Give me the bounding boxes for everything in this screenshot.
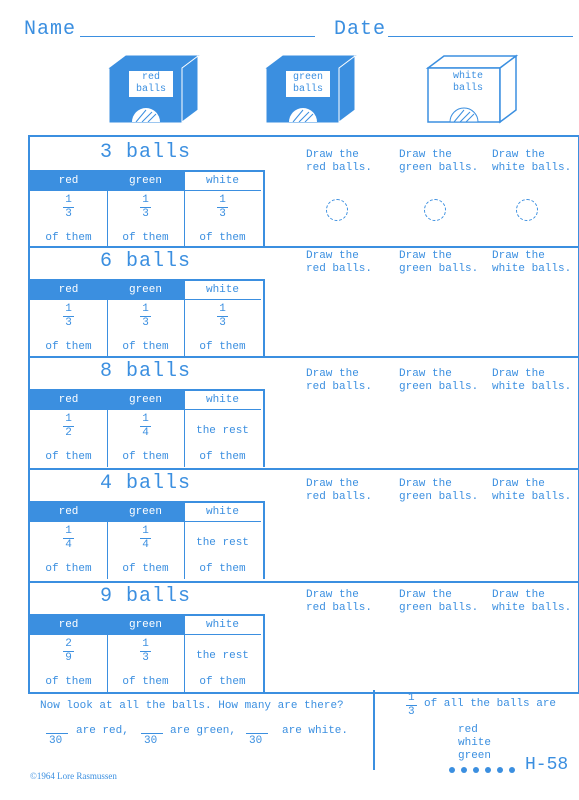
white-fraction: $\frac{1}{3}$ xyxy=(219,194,226,220)
green-fraction: $\frac{1}{4}$ xyxy=(142,413,149,439)
red-header: red xyxy=(30,172,107,191)
red-fraction: $\frac{2}{9}$ xyxy=(65,638,72,664)
red-header: red xyxy=(30,616,107,635)
red-fraction: $\frac{1}{2}$ xyxy=(65,413,72,439)
progress-dot xyxy=(461,767,467,773)
of-them-label: of them xyxy=(122,451,169,463)
progress-dot xyxy=(473,767,479,773)
draw-red-instruction: Draw the red balls. xyxy=(306,368,373,393)
green-column xyxy=(107,172,185,248)
choice-red[interactable]: red xyxy=(458,724,478,736)
of-them-label: of them xyxy=(122,232,169,244)
summary-prompt: Now look at all the balls. How many are there? xyxy=(40,700,344,712)
white-header: white xyxy=(184,281,261,300)
green-denominator: 30 xyxy=(144,735,158,747)
red-header: red xyxy=(30,391,107,410)
red-header: red xyxy=(30,281,107,300)
section-title: 8 balls xyxy=(100,360,192,383)
draw-red-instruction: Draw the red balls. xyxy=(306,250,373,275)
draw-white-instruction: Draw the white balls. xyxy=(492,478,572,503)
fraction-table xyxy=(30,279,265,357)
copyright: ©1964 Lore Rasmussen xyxy=(30,771,117,781)
of-them-label: of them xyxy=(199,232,246,244)
green-header: green xyxy=(107,391,184,410)
red-fraction: $\frac{1}{3}$ xyxy=(65,194,72,220)
section-title: 9 balls xyxy=(100,585,192,608)
white-denominator: 30 xyxy=(249,735,263,747)
of-them-label: of them xyxy=(199,676,246,688)
of-them-label: of them xyxy=(122,341,169,353)
progress-dot xyxy=(485,767,491,773)
fraction-table xyxy=(30,170,265,248)
draw-white-instruction: Draw the white balls. xyxy=(492,589,572,614)
section-9-balls xyxy=(30,581,578,692)
of-all-label: of all the balls are xyxy=(424,698,557,710)
draw-red-instruction: Draw the red balls. xyxy=(306,589,373,614)
red-box-label: red balls xyxy=(128,70,174,98)
green-column xyxy=(107,616,185,692)
of-them-label: of them xyxy=(199,563,246,575)
green-box-label: green balls xyxy=(285,70,331,98)
of-them-label: of them xyxy=(45,676,92,688)
white-column xyxy=(184,503,261,579)
choice-green[interactable]: green xyxy=(458,750,492,762)
of-them-label: of them xyxy=(45,563,92,575)
draw-green-instruction: Draw the green balls. xyxy=(399,589,479,614)
green-header: green xyxy=(107,281,184,300)
the-rest-label: the rest xyxy=(196,537,249,549)
draw-white-instruction: Draw the white balls. xyxy=(492,250,572,275)
section-8-balls xyxy=(30,356,578,470)
of-them-label: of them xyxy=(122,676,169,688)
red-ball-outline[interactable] xyxy=(326,199,348,221)
are-green-label: are green, xyxy=(170,725,237,737)
white-column xyxy=(184,391,261,467)
of-them-label: of them xyxy=(199,451,246,463)
white-column xyxy=(184,616,261,692)
white-header: white xyxy=(184,391,261,410)
white-ball-outline[interactable] xyxy=(516,199,538,221)
red-count-blank[interactable] xyxy=(46,733,68,734)
progress-dot xyxy=(497,767,503,773)
name-label: Name xyxy=(24,18,77,41)
of-them-label: of them xyxy=(199,341,246,353)
bottom-divider xyxy=(373,690,375,770)
red-header: red xyxy=(30,503,107,522)
name-field[interactable] xyxy=(80,36,315,37)
of-them-label: of them xyxy=(45,341,92,353)
green-column xyxy=(107,391,185,467)
fraction-table xyxy=(30,614,265,692)
green-count-blank[interactable] xyxy=(141,733,163,734)
red-denominator: 30 xyxy=(49,735,63,747)
of-them-label: of them xyxy=(45,232,92,244)
worksheet-frame xyxy=(28,135,579,694)
progress-dot xyxy=(449,767,455,773)
are-white-label: are white. xyxy=(282,725,349,737)
are-red-label: are red, xyxy=(76,725,129,737)
green-fraction: $\frac{1}{3}$ xyxy=(142,194,149,220)
green-header: green xyxy=(107,616,184,635)
date-field[interactable] xyxy=(388,36,573,37)
draw-red-instruction: Draw the red balls. xyxy=(306,478,373,503)
draw-green-instruction: Draw the green balls. xyxy=(399,368,479,393)
red-fraction: $\frac{1}{4}$ xyxy=(65,525,72,551)
section-3-balls xyxy=(30,137,578,248)
white-header: white xyxy=(184,616,261,635)
red-column xyxy=(30,503,108,579)
section-title: 4 balls xyxy=(100,472,192,495)
section-6-balls xyxy=(30,246,578,358)
page-code: H-58 xyxy=(525,755,569,775)
white-box-label: white balls xyxy=(446,70,490,96)
fraction-table xyxy=(30,389,265,467)
of-them-label: of them xyxy=(45,451,92,463)
date-label: Date xyxy=(334,18,387,41)
green-column xyxy=(107,281,185,357)
white-column xyxy=(184,172,261,248)
red-fraction: $\frac{1}{3}$ xyxy=(65,303,72,329)
green-column xyxy=(107,503,185,579)
white-fraction: $\frac{1}{3}$ xyxy=(219,303,226,329)
green-header: green xyxy=(107,172,184,191)
section-4-balls xyxy=(30,468,578,583)
green-fraction: $\frac{1}{3}$ xyxy=(142,638,149,664)
summary-fraction: 1 3 xyxy=(408,692,415,718)
draw-white-instruction: Draw the white balls. xyxy=(492,368,572,393)
draw-red-instruction: Draw the red balls. xyxy=(306,149,373,174)
of-them-label: of them xyxy=(122,563,169,575)
red-column xyxy=(30,616,108,692)
red-column xyxy=(30,281,108,357)
the-rest-label: the rest xyxy=(196,650,249,662)
white-column xyxy=(184,281,261,357)
white-header: white xyxy=(184,503,261,522)
green-header: green xyxy=(107,503,184,522)
draw-white-instruction: Draw the white balls. xyxy=(492,149,572,174)
green-fraction: $\frac{1}{4}$ xyxy=(142,525,149,551)
red-column xyxy=(30,391,108,467)
green-ball-outline[interactable] xyxy=(424,199,446,221)
fraction-table xyxy=(30,501,265,579)
red-column xyxy=(30,172,108,248)
the-rest-label: the rest xyxy=(196,425,249,437)
white-header: white xyxy=(184,172,261,191)
section-title: 3 balls xyxy=(100,141,192,164)
draw-green-instruction: Draw the green balls. xyxy=(399,149,479,174)
green-fraction: $\frac{1}{3}$ xyxy=(142,303,149,329)
draw-green-instruction: Draw the green balls. xyxy=(399,250,479,275)
draw-green-instruction: Draw the green balls. xyxy=(399,478,479,503)
white-count-blank[interactable] xyxy=(246,733,268,734)
progress-dot xyxy=(509,767,515,773)
section-title: 6 balls xyxy=(100,250,192,273)
choice-white[interactable]: white xyxy=(458,737,492,749)
